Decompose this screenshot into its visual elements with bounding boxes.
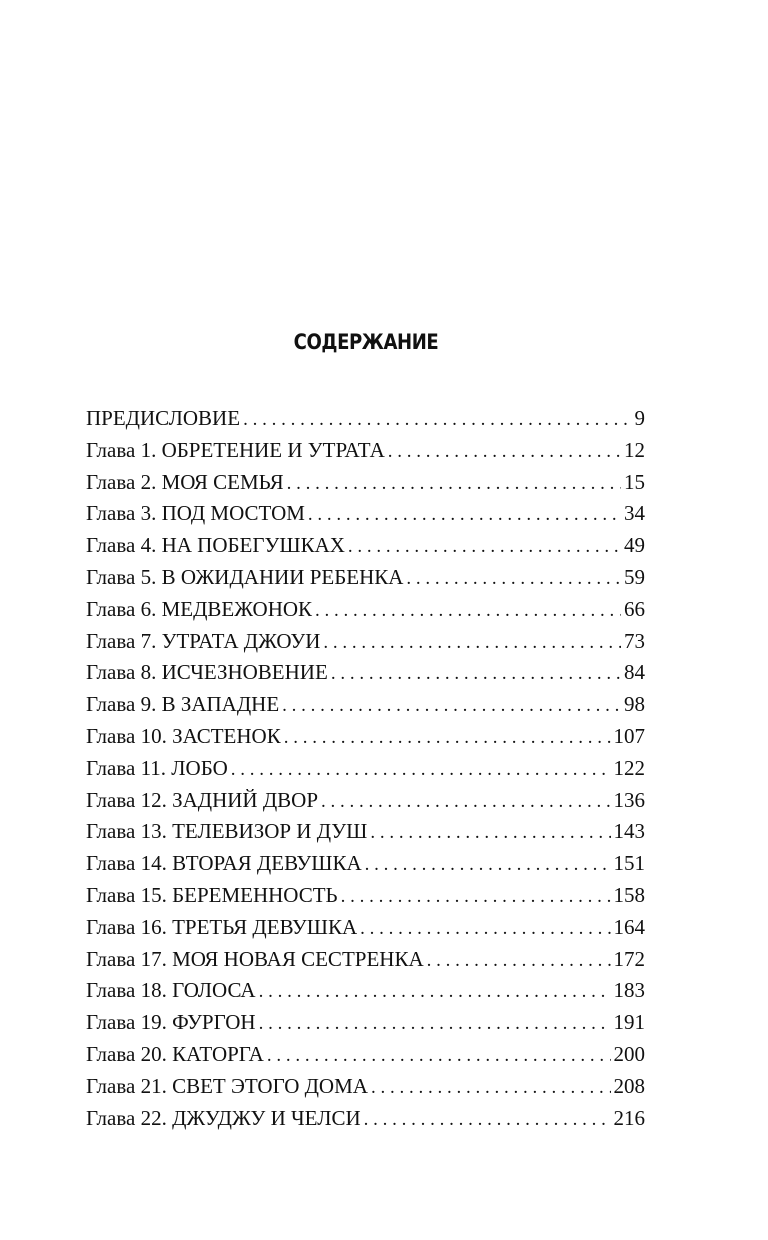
toc-entry-label: Глава 5. В ОЖИДАНИИ РЕБЕНКА [86,564,404,589]
dot-leader [427,945,611,976]
toc-entry-page-number: 208 [613,1073,645,1098]
toc-entry-page-number: 122 [613,755,645,780]
toc-entry-page-number: 151 [613,851,645,876]
toc-entry-page-number: 59 [624,564,645,589]
toc-entry-page-number: 84 [624,660,645,685]
toc-entry [86,467,645,499]
toc-entry-page-number: 216 [613,1105,645,1130]
toc-entry-label: Глава 21. СВЕТ ЭТОГО ДОМА [86,1073,368,1098]
toc-entry [86,848,645,880]
toc-entry-page-number: 15 [624,469,645,494]
toc-entry-label: Глава 20. КАТОРГА [86,1041,264,1066]
toc-entry [86,435,645,467]
toc-entry-page-number: 34 [624,501,645,526]
dot-leader [370,817,610,848]
dot-leader [331,658,621,689]
toc-entry-page-number: 158 [613,882,645,907]
toc-entry-label: Глава 1. ОБРЕТЕНИЕ И УТРАТА [86,437,385,462]
dot-leader [259,976,611,1007]
dot-leader [365,849,611,880]
toc-entry [86,785,645,817]
toc-entry-label: Глава 15. БЕРЕМЕННОСТЬ [86,882,338,907]
dot-leader [282,690,621,721]
dot-leader [360,913,610,944]
toc-entry-label: Глава 8. ИСЧЕЗНОВЕНИЕ [86,660,328,685]
toc-entry [86,1103,645,1135]
toc-entry-page-number: 164 [613,914,645,939]
dot-leader [259,1008,611,1039]
dot-leader [231,754,611,785]
toc-entry [86,880,645,912]
toc-entry-label: Глава 3. ПОД МОСТОМ [86,501,305,526]
toc-entry-label: Глава 4. НА ПОБЕГУШКАХ [86,533,345,558]
toc-entry-label: Глава 16. ТРЕТЬЯ ДЕВУШКА [86,914,358,939]
dot-leader [315,595,621,626]
toc-entry [86,1071,645,1103]
dot-leader [243,404,631,435]
dot-leader [406,563,621,594]
toc-entry [86,1039,645,1071]
toc-entry [86,1007,645,1039]
dot-leader [364,1104,611,1135]
toc-entry-label: Глава 18. ГОЛОСА [86,978,256,1003]
dot-leader [341,881,611,912]
toc-entry-page-number: 200 [613,1041,645,1066]
toc-entry [86,403,645,435]
dot-leader [267,1040,611,1071]
toc-entry [86,753,645,785]
toc-entry-page-number: 191 [613,1010,645,1035]
toc-entry-label: Глава 9. В ЗАПАДНЕ [86,692,280,717]
toc-entry-label: ПРЕДИСЛОВИЕ [86,406,241,430]
toc-entry-label: Глава 6. МЕДВЕЖОНОК [86,596,313,621]
toc-entry-label: Глава 2. МОЯ СЕМЬЯ [86,469,284,494]
toc-entry-page-number: 172 [613,946,645,971]
dot-leader [388,436,621,467]
dot-leader [371,1072,611,1103]
toc-entry [86,657,645,689]
toc-entry-page-number: 66 [624,596,645,621]
toc-entry-page-number: 49 [624,533,645,558]
page-title: СОДЕРЖАНИЕ [293,330,439,354]
toc-entry-page-number: 73 [624,628,645,653]
toc-entry [86,530,645,562]
toc-entry [86,721,645,753]
toc-entry-page-number: 107 [613,723,645,748]
toc-entry-page-number: 98 [624,692,645,717]
toc-entry-label: Глава 10. ЗАСТЕНОК [86,723,281,748]
toc-entry-label: Глава 13. ТЕЛЕВИЗОР И ДУШ [86,819,368,844]
table-of-contents [86,403,645,1134]
toc-entry-page-number: 12 [624,437,645,462]
toc-entry-page-number: 9 [634,406,645,430]
dot-leader [323,627,621,658]
dot-leader [284,722,611,753]
toc-entry-label: Глава 22. ДЖУДЖУ И ЧЕЛСИ [86,1105,361,1130]
toc-entry-label: Глава 11. ЛОБО [86,755,228,780]
toc-entry-page-number: 143 [613,819,645,844]
dot-leader [308,499,621,530]
toc-entry-page-number: 136 [613,787,645,812]
toc-entry-label: Глава 12. ЗАДНИЙ ДВОР [86,787,319,812]
toc-entry [86,498,645,530]
toc-entry [86,626,645,658]
toc-entry [86,975,645,1007]
toc-entry [86,912,645,944]
toc-entry-label: Глава 17. МОЯ НОВАЯ СЕСТРЕНКА [86,946,424,971]
toc-entry-label: Глава 14. ВТОРАЯ ДЕВУШКА [86,851,362,876]
toc-entry [86,944,645,976]
toc-entry-label: Глава 19. ФУРГОН [86,1010,256,1035]
dot-leader [348,531,621,562]
toc-entry-label: Глава 7. УТРАТА ДЖОУИ [86,628,321,653]
dot-leader [287,468,621,499]
toc-entry [86,562,645,594]
toc-entry [86,594,645,626]
toc-entry-page-number: 183 [613,978,645,1003]
dot-leader [321,786,610,817]
toc-entry [86,816,645,848]
toc-entry [86,689,645,721]
